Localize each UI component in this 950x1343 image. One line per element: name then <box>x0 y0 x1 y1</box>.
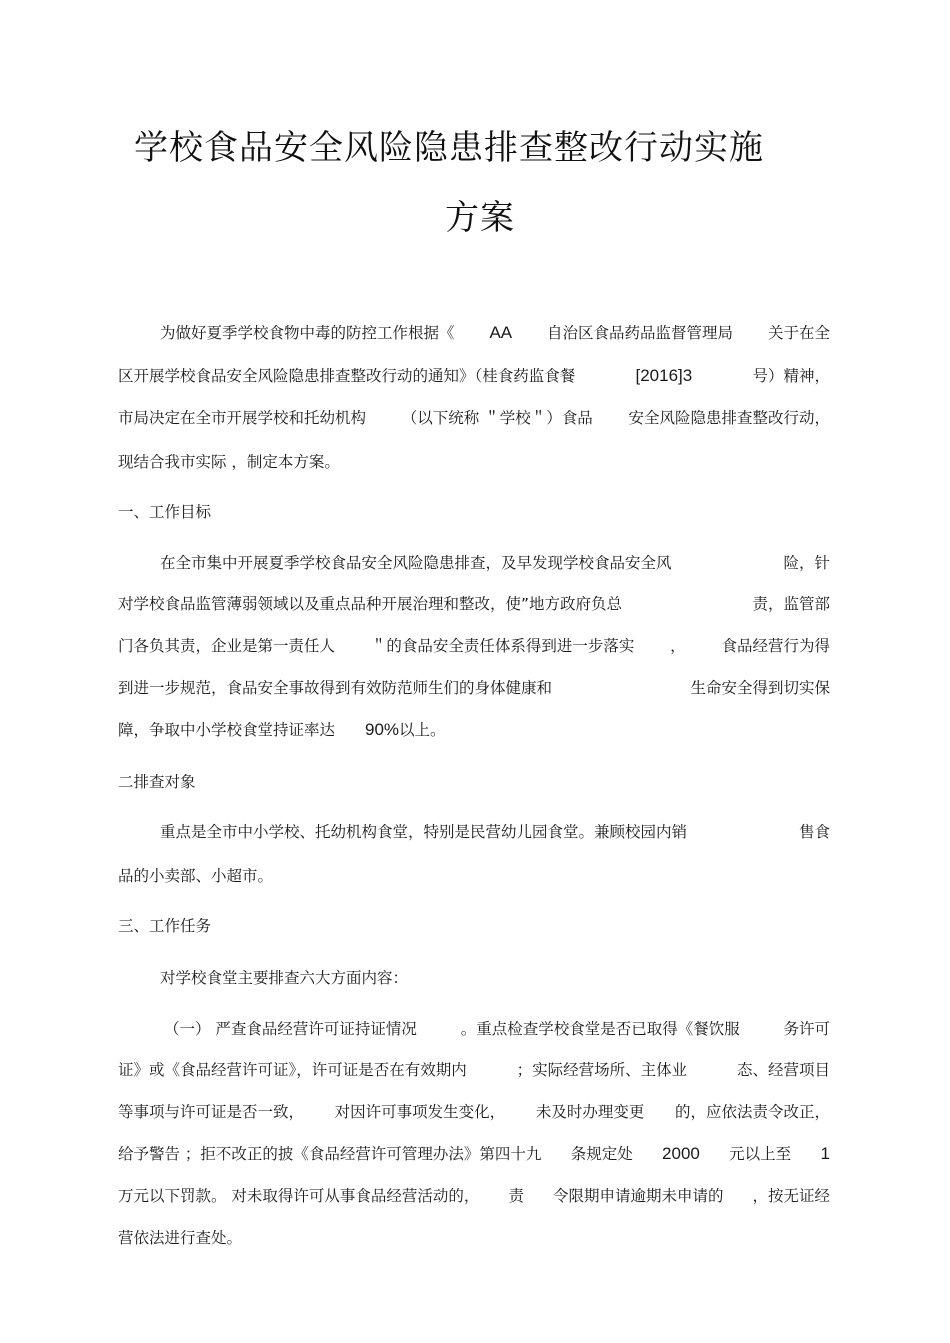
section-heading-targets: 二排查对象 <box>118 773 196 791</box>
tasks-p1-line-4: 给予警告 ；拒不改正的披《食品经营许可管理办法》第四十九 条规定处 2000 元以上至 1 <box>118 1144 830 1163</box>
doc-title-line1: 学校食品安全风险隐患排查整改行动实施 <box>134 128 764 168</box>
section-heading-tasks: 三、工作任务 <box>118 917 212 935</box>
tasks-p1-line-5: 万元以下罚款。 对未取得许可从事食品经营活动的， 责 令限期申请逾期未申请的 ，按无证经 <box>118 1187 830 1205</box>
goals-line-2: 对学校食品监管薄弱领域以及重点品种开展治理和整改，使”地方政府负总 责，监管部 <box>118 595 830 613</box>
goals-line-4: 到进一步规范，食品安全事故得到有效防范师生们的身体健康和 生命安全得到切实保 <box>118 679 830 697</box>
tasks-p1-line-1: （一） 严查食品经营许可证持证情况 。重点检查学校食堂是否已取得《餐饮服 务许可 <box>164 1020 830 1038</box>
intro-line-3: 市局决定在全市开展学校和托幼机构 （以下统称 ＂学校＂）食品 安全风险隐患排查整改行动， <box>118 409 830 427</box>
tasks-p1-line-2: 证》或《食品经营许可证》，许可证是否在有效期内 ；实际经营场所、主体业 态、经营项目 <box>118 1061 830 1079</box>
intro-line-1: 为做好夏季学校食物中毒的防控工作根据《 AA 自治区食品药品监督管理局 关于在全 <box>160 323 830 342</box>
targets-line-1: 重点是全市中小学校、托幼机构食堂，特别是民营幼儿园食堂。兼顾校园内销 售食 <box>160 823 830 841</box>
intro-line-2: 区开展学校食品安全风险隐患排查整改行动的通知》（桂食药监食餐 [2016]3 号）精神， <box>118 366 830 385</box>
targets-line-2: 品的小卖部、小超市。 <box>118 867 274 885</box>
intro-line-4: 现结合我市实际 ，制定本方案。 <box>118 453 340 471</box>
section-heading-goals: 一、工作目标 <box>118 503 212 521</box>
goals-line-5: 障，争取中小学校食堂持证率达 90% 以上。 <box>118 720 446 739</box>
goals-line-3: 门各负其责，企业是第一责任人 ＂的食品安全责任体系得到进一步落实 ， 食品经营行为得 <box>118 637 830 655</box>
goals-line-1: 在全市集中开展夏季学校食品安全风险隐患排查，及早发现学校食品安全风 险，针 <box>160 554 830 572</box>
tasks-p1-line-3: 等事项与许可证是否一致， 对因许可事项发生变化， 未及时办理变更 的，应依法责令改正， <box>118 1103 830 1121</box>
tasks-p1-line-6: 营依法进行查处。 <box>118 1229 243 1247</box>
tasks-lead: 对学校食堂主要排查六大方面内容： <box>160 969 409 987</box>
doc-title-line2: 方案 <box>445 198 515 238</box>
